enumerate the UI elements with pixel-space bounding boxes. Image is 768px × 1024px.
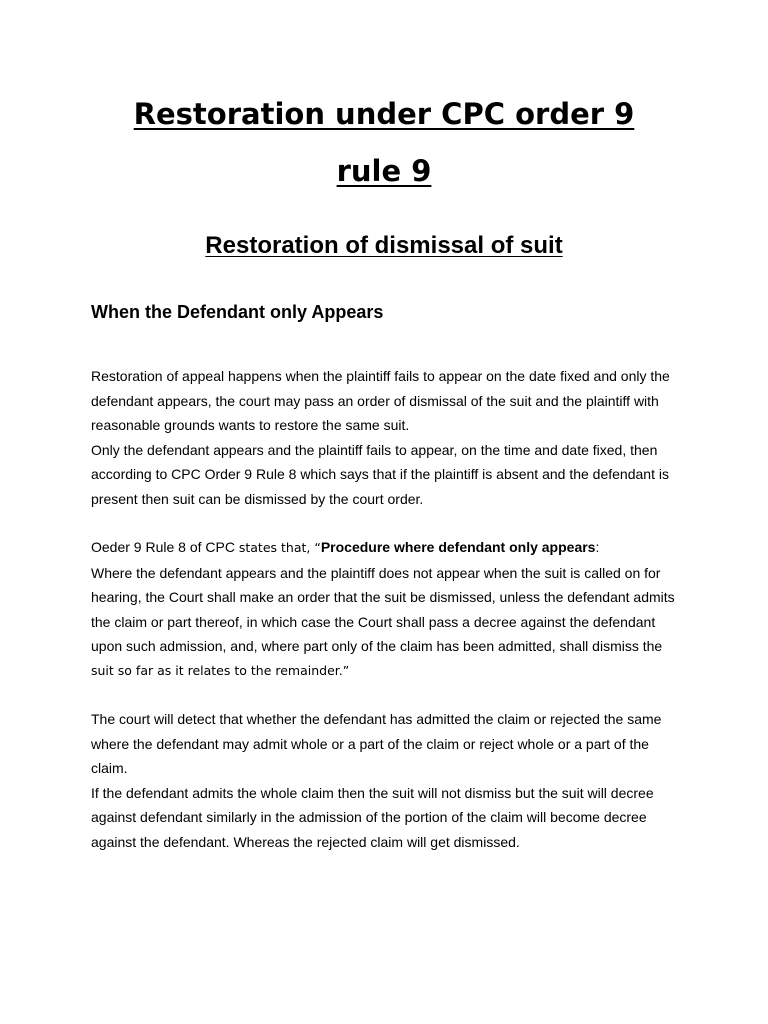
quote-intro-line — [91, 535, 681, 561]
paragraph-line: Restoration of appeal happens when the plaintiff fails to appear on the date fixed and only the — [91, 368, 670, 384]
paragraph-line: present then suit can be dismissed by the court order. — [91, 490, 424, 507]
quote-intro-suffix: : — [595, 539, 600, 555]
paragraph-line: If the defendant admits the whole claim then the suit will not dismiss but the suit will decree — [91, 784, 654, 801]
paragraph-line: according to CPC Order 9 Rule 8 which says that if the plaintiff is absent and the defendant is — [91, 466, 669, 482]
quote-last-line: suit so far as it relates to the remainder.” — [91, 662, 350, 678]
document-subtitle: Restoration of dismissal of suit — [205, 232, 563, 259]
section-heading: When the Defendant only Appears — [91, 302, 384, 322]
paragraph-1 — [91, 364, 681, 511]
quote-intro-states: states that, “ — [238, 540, 321, 555]
title-line-1: Restoration under CPC order 9 — [133, 97, 635, 131]
paragraph-line: where the defendant may admit whole or a part of the claim or reject whole or a part of the — [91, 735, 649, 752]
paragraph-3 — [91, 707, 681, 854]
paragraph-line: claim. — [91, 760, 128, 776]
paragraph-line: reasonable grounds wants to restore the same suit. — [91, 417, 410, 433]
paragraph-line: The court will detect that whether the defendant has admitted the claim or rejected the same — [91, 711, 662, 727]
quote-line: the claim or part thereof, in which case the Court shall pass a decree against the defendant — [91, 613, 656, 630]
title-line-2: rule 9 — [336, 154, 432, 188]
paragraph-line: against the defendant. Whereas the rejected claim will get dismissed. — [91, 833, 520, 850]
quote-line: hearing, the Court shall make an order that the suit be dismissed, unless the defendant admits — [91, 589, 675, 605]
quote-rule-heading: Procedure where defendant only appears — [320, 539, 596, 555]
quote-line: Where the defendant appears and the plaintiff does not appear when the suit is called on for — [91, 564, 661, 581]
document-title — [0, 86, 768, 200]
paragraph-line: defendant appears, the court may pass an order of dismissal of the suit and the plaintiff with — [91, 392, 659, 409]
paragraph-line: Only the defendant appears and the plaintiff fails to appear, on the time and date fixed, then — [91, 441, 658, 458]
paragraph-2 — [91, 535, 681, 683]
quote-intro-prefix: Oeder 9 Rule 8 of CPC — [91, 539, 239, 555]
quote-line: upon such admission, and, where part only of the claim has been admitted, shall dismiss the — [91, 638, 663, 654]
paragraph-line: against defendant similarly in the admission of the portion of the claim will become decree — [91, 809, 647, 825]
